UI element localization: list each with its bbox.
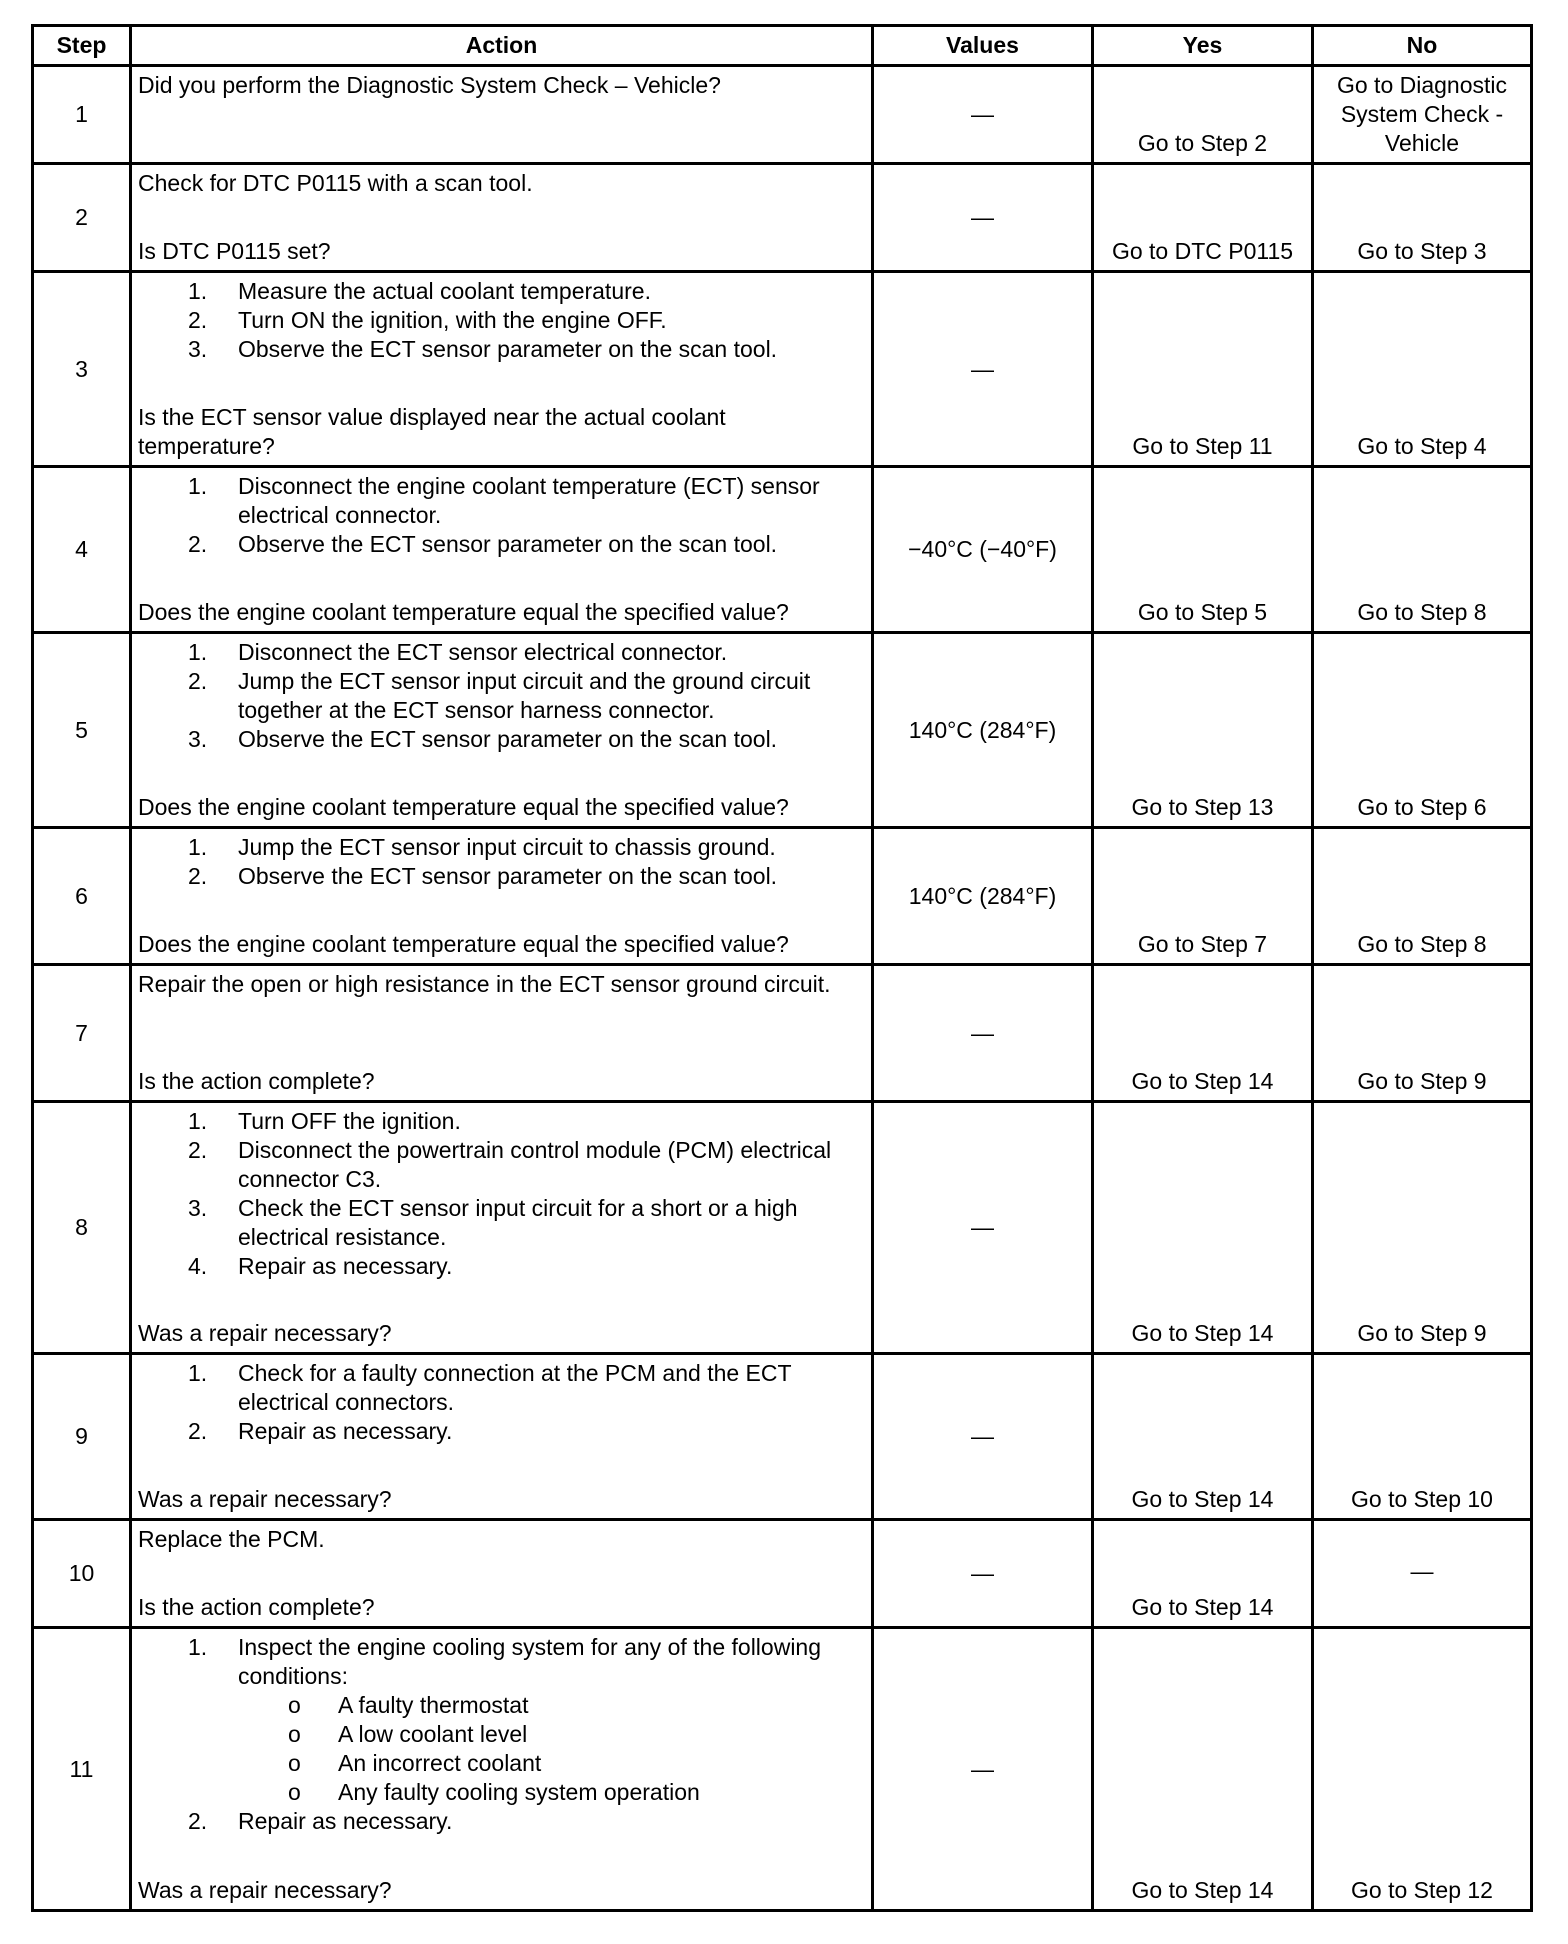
list-item xyxy=(138,1107,865,1136)
list-item-text: Repair as necessary. xyxy=(238,1418,453,1444)
value-cell: — xyxy=(873,272,1093,467)
action-cell xyxy=(131,965,873,1102)
action-body xyxy=(138,169,865,198)
action-cell xyxy=(131,66,873,164)
list-item xyxy=(138,1633,865,1807)
list-item-text: Check for a faulty connection at the PCM and the ECT electrical connectors. xyxy=(238,1360,792,1415)
header-action: Action xyxy=(131,26,873,66)
action-body xyxy=(138,1525,865,1554)
condition-text: Any faulty cooling system operation xyxy=(338,1779,700,1805)
action-body xyxy=(138,1107,865,1281)
value-cell: — xyxy=(873,66,1093,164)
list-item-text: Disconnect the ECT sensor electrical connector. xyxy=(238,639,728,665)
list-item-number: 3. xyxy=(188,1195,208,1221)
header-values: Values xyxy=(873,26,1093,66)
action-cell xyxy=(131,1354,873,1520)
step-number: 3 xyxy=(33,272,131,467)
action-question: Was a repair necessary? xyxy=(138,1320,392,1346)
action-cell xyxy=(131,164,873,272)
list-item-text: Repair as necessary. xyxy=(238,1808,453,1834)
action-question: Is the action complete? xyxy=(138,1594,375,1620)
action-question: Is DTC P0115 set? xyxy=(138,238,331,264)
list-item-text: Inspect the engine cooling system for any of the following conditions: xyxy=(238,1634,822,1689)
list-item-text: Jump the ECT sensor input circuit to chassis ground. xyxy=(238,834,776,860)
list-item xyxy=(138,862,865,891)
list-item xyxy=(138,472,865,530)
table-row xyxy=(33,633,1532,828)
no-result: Go to Step 6 xyxy=(1313,633,1532,828)
list-item xyxy=(138,1417,865,1446)
action-text: Check for DTC P0115 with a scan tool. xyxy=(138,170,533,196)
circle-bullet-icon: o xyxy=(288,1750,301,1776)
table-row xyxy=(33,1102,1532,1354)
value-cell: — xyxy=(873,164,1093,272)
value-cell: — xyxy=(873,1102,1093,1354)
list-item xyxy=(138,530,865,559)
yes-result: Go to DTC P0115 xyxy=(1093,164,1313,272)
list-item xyxy=(138,1194,865,1252)
action-body xyxy=(138,472,865,559)
action-question: Does the engine coolant temperature equal the specified value? xyxy=(138,794,789,820)
action-question: Was a repair necessary? xyxy=(138,1877,392,1903)
header-yes: Yes xyxy=(1093,26,1313,66)
action-question: Does the engine coolant temperature equal the specified value? xyxy=(138,931,789,957)
list-item xyxy=(138,277,865,306)
condition-text: An incorrect coolant xyxy=(338,1750,542,1776)
table-row xyxy=(33,1628,1532,1911)
yes-result: Go to Step 14 xyxy=(1093,1520,1313,1628)
no-result: Go to Step 9 xyxy=(1313,1102,1532,1354)
list-item-number: 3. xyxy=(188,726,208,752)
yes-result: Go to Step 7 xyxy=(1093,828,1313,965)
list-item xyxy=(138,1252,865,1281)
yes-result: Go to Step 14 xyxy=(1093,1354,1313,1520)
step-number: 9 xyxy=(33,1354,131,1520)
no-result: Go to Step 10 xyxy=(1313,1354,1532,1520)
list-item-number: 2. xyxy=(188,863,208,889)
value-cell: — xyxy=(873,1628,1093,1911)
action-body xyxy=(138,638,865,754)
list-item-text: Turn ON the ignition, with the engine OFF. xyxy=(238,307,667,333)
no-result: — xyxy=(1313,1520,1532,1628)
list-item-number: 2. xyxy=(188,1808,208,1834)
action-cell xyxy=(131,1628,873,1911)
action-cell xyxy=(131,272,873,467)
list-item-number: 1. xyxy=(188,278,208,304)
step-number: 4 xyxy=(33,467,131,633)
procedure-list xyxy=(138,638,865,754)
action-body xyxy=(138,970,865,999)
procedure-list xyxy=(138,1359,865,1446)
list-item-number: 1. xyxy=(188,1360,208,1386)
action-question: Is the ECT sensor value displayed near the actual coolant temperature? xyxy=(138,404,726,459)
list-item-number: 4. xyxy=(188,1253,208,1279)
value-cell: 140°C (284°F) xyxy=(873,633,1093,828)
value-cell: — xyxy=(873,965,1093,1102)
action-cell xyxy=(131,467,873,633)
list-item xyxy=(138,335,865,364)
step-number: 7 xyxy=(33,965,131,1102)
list-item-text: Check the ECT sensor input circuit for a short or a high electrical resistance. xyxy=(238,1195,798,1250)
list-item-text: Repair as necessary. xyxy=(238,1253,453,1279)
action-cell xyxy=(131,828,873,965)
condition-text: A low coolant level xyxy=(338,1721,528,1747)
list-item-number: 1. xyxy=(188,834,208,860)
list-item-text: Jump the ECT sensor input circuit and the ground circuit together at the ECT sensor harness connector. xyxy=(238,668,811,723)
procedure-list xyxy=(138,472,865,559)
table-row xyxy=(33,965,1532,1102)
list-item-text: Turn OFF the ignition. xyxy=(238,1108,461,1134)
yes-result: Go to Step 14 xyxy=(1093,1102,1313,1354)
list-item xyxy=(238,1720,865,1749)
procedure-list xyxy=(138,1107,865,1281)
procedure-list xyxy=(138,1633,865,1836)
no-result: Go to Step 9 xyxy=(1313,965,1532,1102)
no-result: Go to Step 4 xyxy=(1313,272,1532,467)
table-row xyxy=(33,1354,1532,1520)
action-text: Replace the PCM. xyxy=(138,1526,325,1552)
circle-bullet-icon: o xyxy=(288,1779,301,1805)
list-item-number: 2. xyxy=(188,307,208,333)
list-item-number: 2. xyxy=(188,1418,208,1444)
list-item xyxy=(138,833,865,862)
value-cell: — xyxy=(873,1354,1093,1520)
list-item-text: Observe the ECT sensor parameter on the scan tool. xyxy=(238,531,778,557)
no-result: Go to Step 8 xyxy=(1313,467,1532,633)
list-item xyxy=(138,667,865,725)
header-step: Step xyxy=(33,26,131,66)
action-body xyxy=(138,1359,865,1446)
circle-bullet-icon: o xyxy=(288,1721,301,1747)
step-number: 6 xyxy=(33,828,131,965)
procedure-list xyxy=(138,833,865,891)
condition-text: A faulty thermostat xyxy=(338,1692,529,1718)
no-result: Go to Step 8 xyxy=(1313,828,1532,965)
step-number: 10 xyxy=(33,1520,131,1628)
table-row xyxy=(33,164,1532,272)
list-item-text: Disconnect the powertrain control module (PCM) electrical connector C3. xyxy=(238,1137,832,1192)
table-row xyxy=(33,828,1532,965)
procedure-list xyxy=(138,277,865,364)
value-cell: — xyxy=(873,1520,1093,1628)
condition-list xyxy=(238,1691,865,1807)
list-item-text: Disconnect the engine coolant temperature (ECT) sensor electrical connector. xyxy=(238,473,820,528)
no-result: Go to Step 3 xyxy=(1313,164,1532,272)
list-item xyxy=(138,306,865,335)
list-item xyxy=(138,1359,865,1417)
no-result: Go to Diagnostic System Check - Vehicle xyxy=(1313,66,1532,164)
step-number: 11 xyxy=(33,1628,131,1911)
list-item xyxy=(138,1807,865,1836)
action-body xyxy=(138,1633,865,1836)
table-row xyxy=(33,272,1532,467)
list-item-text: Observe the ECT sensor parameter on the scan tool. xyxy=(238,726,778,752)
list-item-number: 2. xyxy=(188,531,208,557)
action-cell xyxy=(131,1102,873,1354)
value-cell: 140°C (284°F) xyxy=(873,828,1093,965)
list-item-number: 2. xyxy=(188,1137,208,1163)
step-number: 2 xyxy=(33,164,131,272)
list-item xyxy=(138,1136,865,1194)
list-item xyxy=(138,638,865,667)
step-number: 1 xyxy=(33,66,131,164)
table-row xyxy=(33,467,1532,633)
value-cell: −40°C (−40°F) xyxy=(873,467,1093,633)
action-text: Repair the open or high resistance in the ECT sensor ground circuit. xyxy=(138,971,831,997)
yes-result: Go to Step 11 xyxy=(1093,272,1313,467)
list-item-number: 1. xyxy=(188,473,208,499)
list-item-number: 1. xyxy=(188,1108,208,1134)
list-item xyxy=(238,1778,865,1807)
list-item xyxy=(238,1749,865,1778)
no-result: Go to Step 12 xyxy=(1313,1628,1532,1911)
yes-result: Go to Step 14 xyxy=(1093,965,1313,1102)
step-number: 5 xyxy=(33,633,131,828)
list-item-number: 3. xyxy=(188,336,208,362)
step-number: 8 xyxy=(33,1102,131,1354)
action-body xyxy=(138,277,865,364)
header-row xyxy=(33,26,1532,66)
list-item-text: Observe the ECT sensor parameter on the scan tool. xyxy=(238,336,778,362)
list-item xyxy=(138,725,865,754)
table-row xyxy=(33,66,1532,164)
table-row xyxy=(33,1520,1532,1628)
action-cell xyxy=(131,1520,873,1628)
action-text: Did you perform the Diagnostic System Check – Vehicle? xyxy=(138,72,721,98)
yes-result: Go to Step 14 xyxy=(1093,1628,1313,1911)
list-item-number: 1. xyxy=(188,639,208,665)
action-cell xyxy=(131,633,873,828)
yes-result: Go to Step 2 xyxy=(1093,66,1313,164)
circle-bullet-icon: o xyxy=(288,1692,301,1718)
action-body xyxy=(138,833,865,891)
list-item-text: Measure the actual coolant temperature. xyxy=(238,278,651,304)
list-item-number: 1. xyxy=(188,1634,208,1660)
yes-result: Go to Step 13 xyxy=(1093,633,1313,828)
list-item-text: Observe the ECT sensor parameter on the scan tool. xyxy=(238,863,778,889)
action-body xyxy=(138,71,865,100)
diagnostic-table xyxy=(31,24,1533,1912)
list-item xyxy=(238,1691,865,1720)
action-question: Was a repair necessary? xyxy=(138,1486,392,1512)
header-no: No xyxy=(1313,26,1532,66)
list-item-number: 2. xyxy=(188,668,208,694)
action-question: Does the engine coolant temperature equal the specified value? xyxy=(138,599,789,625)
yes-result: Go to Step 5 xyxy=(1093,467,1313,633)
action-question: Is the action complete? xyxy=(138,1068,375,1094)
